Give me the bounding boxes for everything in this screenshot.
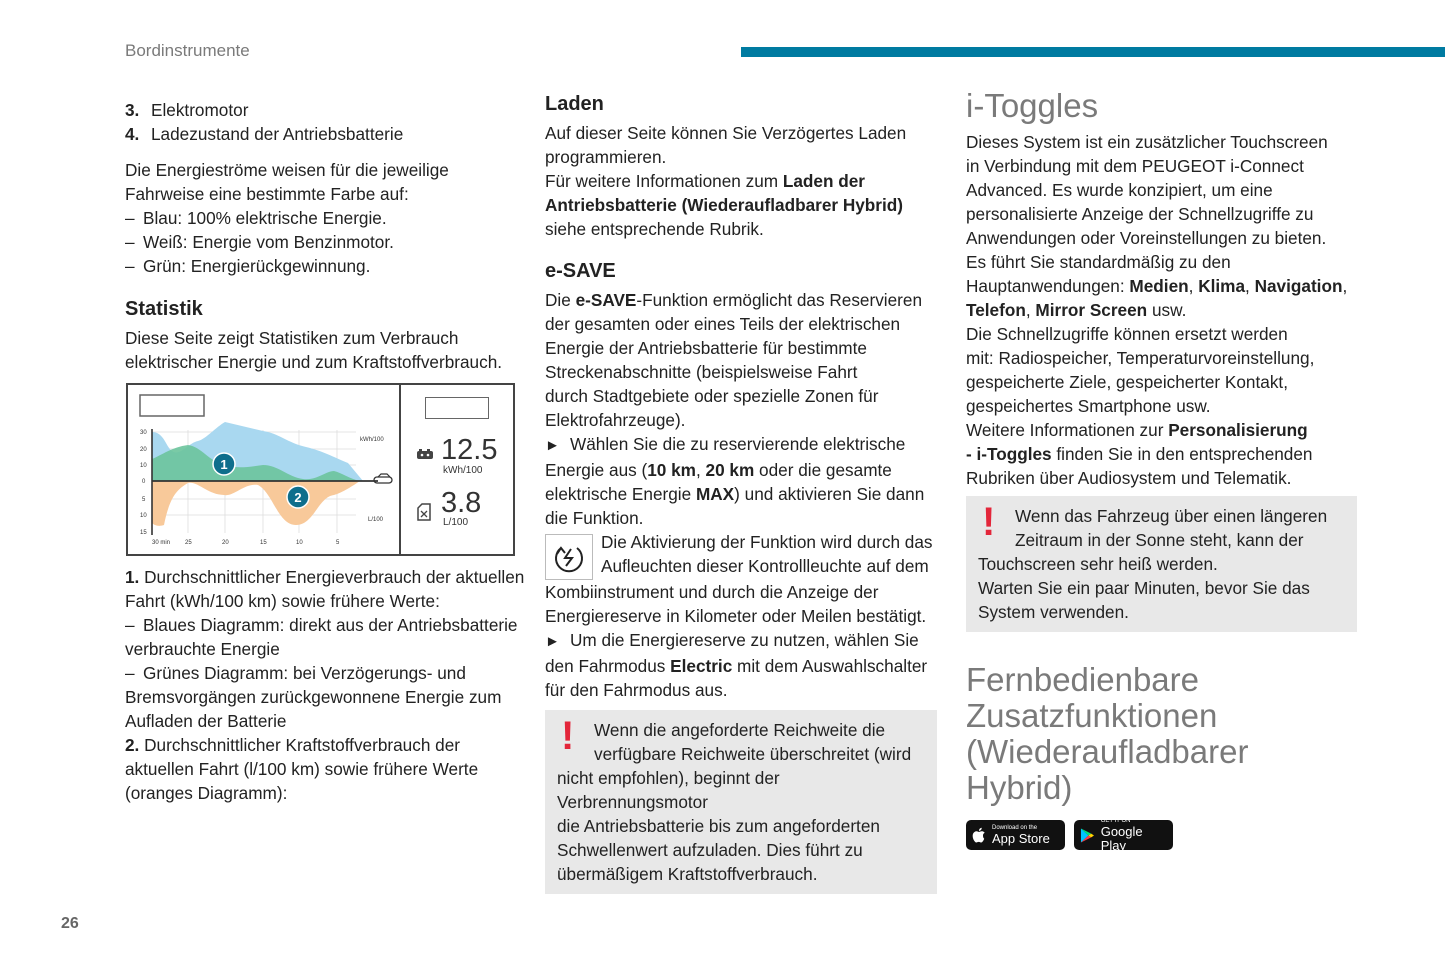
svg-text:0: 0 [142, 479, 146, 485]
fuel-consumption-value: 3.8 [441, 487, 482, 519]
laden-heading: Laden [545, 93, 604, 115]
list-item: 4. Ladezustand der Antriebsbatterie [125, 124, 404, 144]
electric-consumption-value: 12.5 [441, 434, 498, 466]
apple-icon [972, 827, 986, 843]
step-2: ► Um die Energiereserve zu nutzen, wählen Sie [545, 630, 919, 650]
warning-note-range: ! Wenn die angeforderte Reichweite die verfügbare Reichweite überschreitet (wird nicht empfohlen), beginnt der Verbrennungsmotor die Antriebsbatterie bis zum angeforderten Schwellenwert aufzuladen. Dies führt zu übermäßigem Kraftstoffverbrauch. [545, 710, 937, 894]
svg-text:L/100: L/100 [368, 517, 384, 523]
figure-legend: 1. Durchschnittlicher Energieverbrauch der aktuellen Fahrt (kWh/100 km) sowie frühere Werte: – Blaues Diagramm: direkt aus der Antriebsbatterie verbrauchte Energie – Grünes Diagramm: bei Verzögerungs- und Bremsvorgängen zurückgewonnene Energie zum Aufladen der Batterie 2. Durchschnittlicher Kraftstoffverbrauch der aktuellen Fahrt (l/100 km) sowie frühere Werte (oranges Diagramm): [125, 567, 525, 803]
esave-heading: e-SAVE [545, 260, 616, 282]
statistik-heading: Statistik [125, 298, 203, 320]
store-badges [966, 817, 1361, 853]
svg-text:20: 20 [222, 540, 229, 546]
svg-text:10: 10 [296, 540, 303, 546]
esave-indicator: Die Aktivierung der Funktion wird durch das Aufleuchten dieser Kontrollleuchte auf dem Kombiinstrument und durch die Anzeige der Energiereserve in Kilometer oder Meilen bestätigt. [545, 532, 933, 626]
statistics-screen-illustration [126, 383, 515, 556]
svg-text:25: 25 [185, 540, 192, 546]
left-column: 3. Elektromotor 4. Ladezustand der Antriebsbatterie Die Energieströme weisen für die jeweilige Fahrweise eine bestimmte Farbe auf: – Blau: 100% elektrische Energie. – Weiß: Energie vom Benzinmotor. – Grün: Energierückgewinnung. Statistik Diese Seite zeigt Statistiken zum Verbrauch elektrischer Energie und zum Kraftstoffverbrauch. [125, 98, 525, 374]
svg-text:2: 2 [294, 490, 302, 505]
energy-intro: Die Energieströme weisen für die jeweilige [125, 160, 449, 180]
battery-icon [416, 448, 434, 460]
svg-text:30 min: 30 min [152, 540, 171, 546]
remote-functions-heading: Fernbedienbare Zusatzfunktionen (Wiederaufladbarer Hybrid) [966, 661, 1249, 806]
warning-note-heat: ! Wenn das Fahrzeug über einen längeren Zeitraum in der Sonne steht, kann der Touchscreen sehr heiß werden. Warten Sie ein paar Minuten, bevor Sie das System verwenden. [966, 496, 1357, 632]
right-column: i-Toggles Dieses System ist ein zusätzlicher Touchscreen in Verbindung mit dem PEUGEOT i-Connect Advanced. Es wurde konzipiert, um eine personalisierte Anzeige der Schnellzugriffe zu Anwendungen oder Voreinstellungen zu bieten. Es führt Sie standardmäßig zu den Hauptanwendungen: Medien, Klima, Navigation, Telefon, Mirror Screen usw. Die Schnellzugriffe können ersetzt werden mit: Radiospeicher, Temperaturvoreinstellung, gespeicherte Ziele, gespeicherter Kontakt, gespeichertes Smartphone usw. Weitere Informationen zur Personalisierung - i-Toggles finden Sie in den entsprechenden Rubriken über Audiosystem und Telematik. ! Wenn das Fahrzeug über einen längeren Zeitraum in der Sonne steht, kann der Touchscreen sehr heiß werden. Warten Sie ein paar Minuten, bevor Sie das System verwenden. Fernbedienbare Zusatzfunktionen (Wiederaufladbarer Hybrid) Download on the App Store GET IT ON Google Play [966, 88, 1361, 850]
page-number: 26 [61, 915, 79, 932]
running-header-title: Bordinstrumente [125, 41, 250, 60]
svg-text:15: 15 [260, 540, 267, 546]
fuel-can-icon [416, 503, 432, 521]
svg-text:kWh/100: kWh/100 [360, 437, 384, 443]
color-item-green: – Grün: Energierückgewinnung. [125, 256, 371, 276]
svg-text:5: 5 [336, 540, 340, 546]
svg-text:10: 10 [140, 513, 147, 519]
app-store-badge[interactable]: Download on the App Store [966, 820, 1065, 850]
color-item-white: – Weiß: Energie vom Benzinmotor. [125, 232, 394, 252]
svg-text:30: 30 [140, 430, 147, 436]
google-play-icon [1080, 827, 1095, 844]
warning-exclamation-icon: ! [561, 714, 575, 758]
summary-panel: 12.5 kWh/100 3.8 L/100 [401, 385, 513, 554]
marker-2 [287, 486, 309, 508]
itoggles-heading: i-Toggles [966, 87, 1099, 124]
esave-indicator-icon [545, 534, 593, 580]
header-accent-bar [741, 47, 1445, 57]
list-item: 3. Elektromotor [125, 100, 249, 120]
middle-column: Laden Auf dieser Seite können Sie Verzögertes Laden programmieren. Für weitere Informationen zum Laden der Antriebsbatterie (Wiederaufladbarer Hybrid) siehe entsprechende Rubrik. e-SAVE Die e-SAVE-Funktion ermöglicht das Reservieren der gesamten oder eines Teils der elektrischen Energie der Antriebsbatterie für bestimmte Streckenabschnitte (beispielsweise Fahrt durch Stadtgebiete oder spezielle Zonen für Elektrofahrzeuge). ► Wählen Sie die zu reservierende elektrische Energie aus (10 km, 20 km oder die gesamte elektrische Energie MAX) und aktivieren Sie dann die Funktion. Die Aktivierung der Funktion wird durch das Aufleuchten dieser Kontrollleuchte auf dem Kombiinstrument und durch die Anzeige der Energiereserve in Kilometer oder Meilen bestätigt. ► Um die Energiereserve zu nutzen, wählen Sie den Fahrmodus Electric mit dem Auswahlschalter für den Fahrmodus aus. ! Wenn die angeforderte Reichweite die verfügbare Reichweite überschreitet (wird nicht empfohlen), beginnt der Verbrennungsmotor die Antriebsbatterie bis zum angeforderten Schwellenwert aufzuladen. Dies führt zu übermäßigem Kraftstoffverbrauch. [545, 91, 940, 894]
color-item-blue: – Blau: 100% elektrische Energie. [125, 208, 387, 228]
svg-text:10: 10 [140, 463, 147, 469]
google-play-badge[interactable]: GET IT ON Google Play [1074, 820, 1173, 850]
svg-text:15: 15 [140, 530, 147, 536]
step-1: ► Wählen Sie die zu reservierende elektrische [545, 434, 906, 454]
warning-exclamation-icon: ! [982, 500, 996, 544]
svg-text:5: 5 [142, 497, 146, 503]
marker-1 [213, 453, 235, 475]
svg-text:20: 20 [140, 447, 147, 453]
svg-text:1: 1 [220, 457, 228, 472]
